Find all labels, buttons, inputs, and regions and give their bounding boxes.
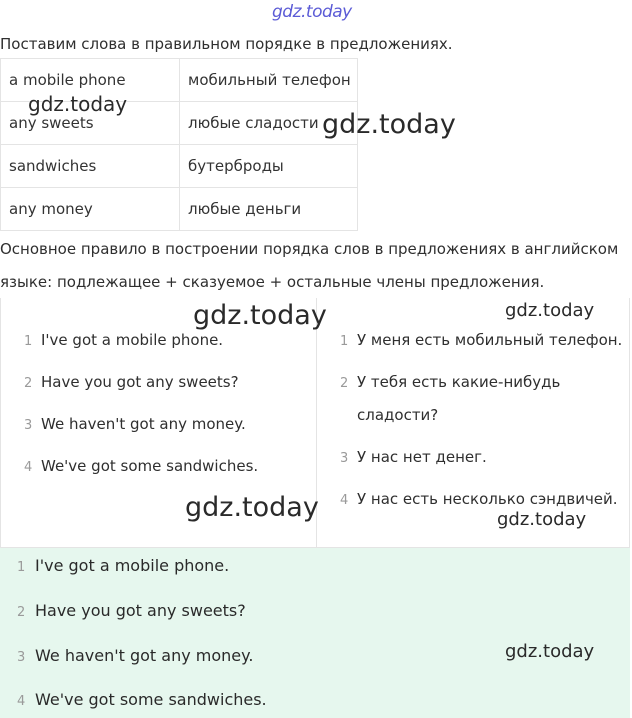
sentence-number: 2 bbox=[340, 376, 349, 391]
answer-number: 3 bbox=[17, 650, 26, 665]
russian-sentence-continuation: сладости? bbox=[357, 406, 439, 424]
answer-number: 4 bbox=[17, 694, 26, 709]
russian-sentence: У нас нет денег. bbox=[357, 448, 487, 466]
watermark: gdz.today bbox=[505, 641, 595, 662]
russian-sentence: У нас есть несколько сэндвичей. bbox=[357, 490, 618, 508]
sentence-number: 4 bbox=[24, 460, 33, 475]
answer-number: 1 bbox=[17, 560, 26, 575]
vocab-ru: бутерброды bbox=[180, 145, 358, 188]
rule-text-line1: Основное правило в построении порядка слов в предложениях в английском bbox=[0, 240, 619, 258]
vocab-en: any sweets bbox=[1, 102, 180, 145]
table-row bbox=[1, 145, 358, 188]
vocab-en: sandwiches bbox=[1, 145, 180, 188]
russian-sentence: У меня есть мобильный телефон. bbox=[357, 331, 623, 349]
watermark: gdz.today bbox=[505, 300, 595, 321]
table-row bbox=[1, 188, 358, 231]
russian-sentence: У тебя есть какие-нибудь bbox=[357, 373, 561, 391]
vocabulary-table bbox=[0, 58, 358, 231]
watermark: gdz.today bbox=[28, 92, 128, 116]
vocab-ru: любые деньги bbox=[180, 188, 358, 231]
vocab-en: a mobile phone bbox=[1, 59, 180, 102]
sentence-number: 1 bbox=[340, 334, 349, 349]
watermark: gdz.today bbox=[322, 109, 456, 140]
answer-sentence: Have you got any sweets? bbox=[35, 601, 246, 620]
sentence-number: 1 bbox=[24, 334, 33, 349]
sentence-number: 4 bbox=[340, 493, 349, 508]
sentence-number: 2 bbox=[24, 376, 33, 391]
answer-sentence: We haven't got any money. bbox=[35, 646, 254, 665]
sentence-number: 3 bbox=[24, 418, 33, 433]
vocab-ru: мобильный телефон bbox=[180, 59, 358, 102]
vocab-ru: любые сладости bbox=[180, 102, 358, 145]
site-logo[interactable]: gdz.today bbox=[272, 2, 352, 22]
answer-sentence: We've got some sandwiches. bbox=[35, 690, 267, 709]
answer-sentence: I've got a mobile phone. bbox=[35, 556, 230, 575]
english-sentence: We've got some sandwiches. bbox=[41, 457, 259, 475]
sentence-number: 3 bbox=[340, 451, 349, 466]
watermark: gdz.today bbox=[193, 300, 327, 331]
answer-number: 2 bbox=[17, 605, 26, 620]
english-sentence: Have you got any sweets? bbox=[41, 373, 239, 391]
instruction-text: Поставим слова в правильном порядке в предложениях. bbox=[0, 35, 453, 53]
vocab-en: any money bbox=[1, 188, 180, 231]
watermark: gdz.today bbox=[185, 492, 319, 523]
watermark: gdz.today bbox=[497, 509, 587, 530]
english-sentence: I've got a mobile phone. bbox=[41, 331, 224, 349]
english-sentence: We haven't got any money. bbox=[41, 415, 246, 433]
rule-text-line2: языке: подлежащее + сказуемое + остальные члены предложения. bbox=[0, 273, 545, 291]
